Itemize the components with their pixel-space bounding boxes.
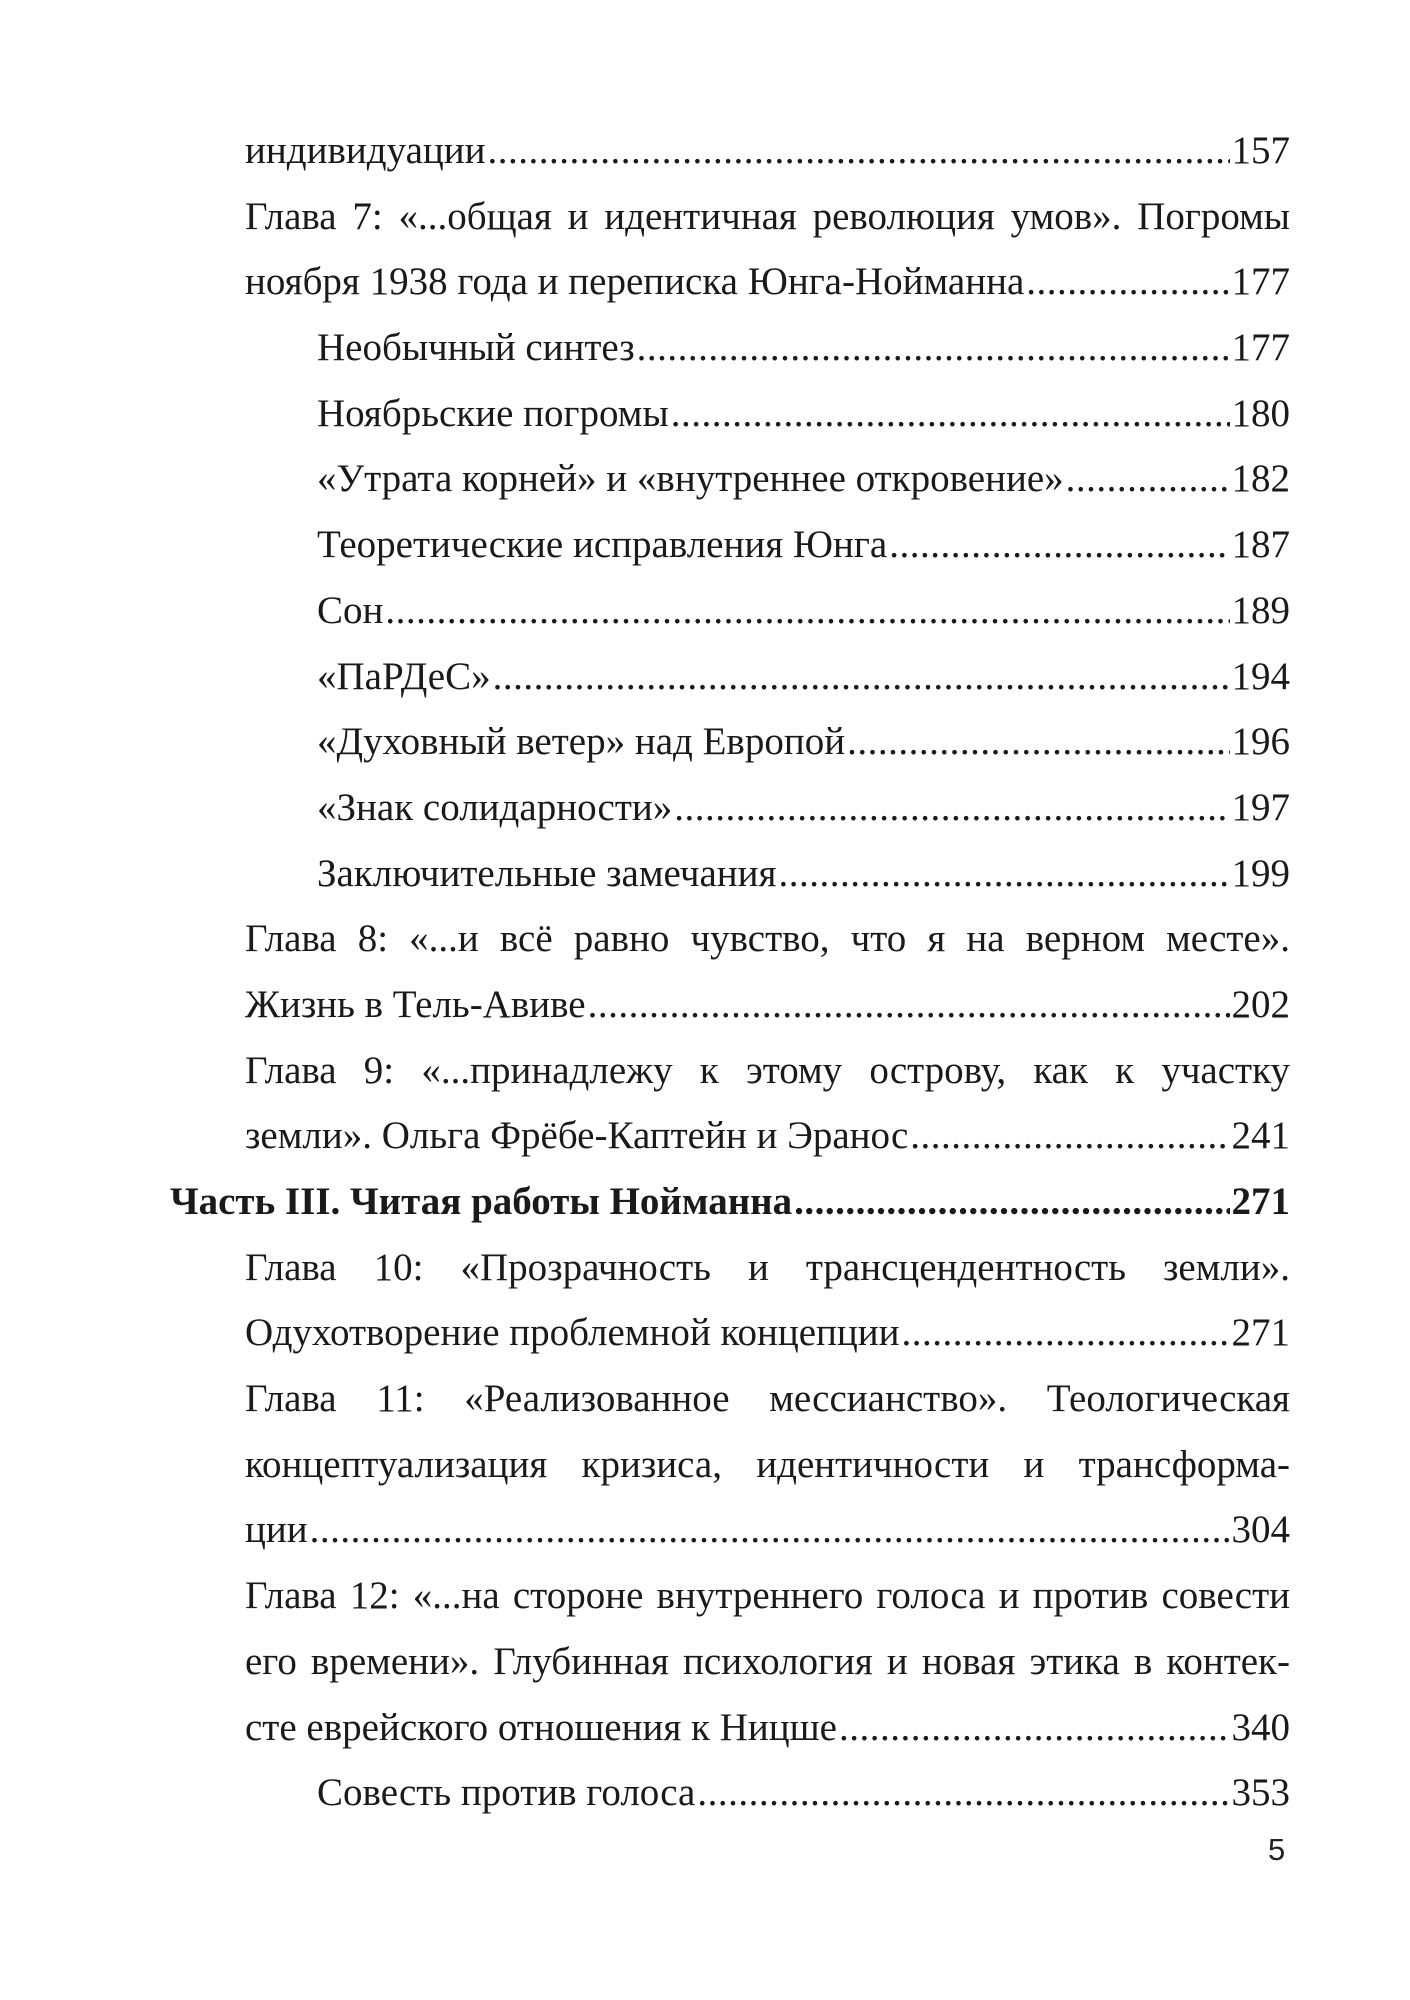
dot-leader: [778, 841, 1229, 907]
toc-entry-page: 187: [1231, 523, 1290, 567]
dot-leader: [637, 315, 1230, 381]
toc-entry-title: Необычный синтез: [317, 326, 635, 370]
toc-entry-title: Глава 10: «Прозрачность и трансцендентность земли».: [245, 1245, 1290, 1289]
toc-entry-title: Жизнь в Тель-Авиве: [245, 982, 586, 1026]
dot-leader: [697, 1760, 1229, 1826]
toc-subentry[interactable]: [170, 315, 1290, 381]
toc-subentry[interactable]: [170, 775, 1290, 841]
toc-entry-page: 241: [1231, 1114, 1290, 1158]
toc-entry-title: Совесть против голоса: [317, 1771, 696, 1815]
toc-entry-title: «Утрата корней» и «внутреннее откровение»: [317, 457, 1064, 501]
toc-entry-title: Глава 9: «...принадлежу к этому острову, как к участку: [245, 1048, 1290, 1092]
dot-leader: [493, 644, 1230, 710]
toc-entry-ch10-line2[interactable]: [170, 1300, 1290, 1366]
toc-entry-page: 177: [1231, 326, 1290, 370]
toc-entry-title: Заключительные замечания: [317, 851, 777, 895]
dot-leader: [1066, 446, 1230, 512]
dot-leader: [1026, 249, 1229, 315]
toc-entry-ch9-line2[interactable]: [170, 1103, 1290, 1169]
table-of-contents: [170, 118, 1290, 1826]
toc-entry-ch8-line1[interactable]: [170, 906, 1290, 972]
toc-entry-page: 194: [1231, 654, 1290, 698]
toc-entry-ch6-end[interactable]: [170, 118, 1290, 184]
toc-entry-page: 199: [1231, 851, 1290, 895]
toc-subentry[interactable]: [170, 446, 1290, 512]
dot-leader: [671, 381, 1230, 447]
toc-entry-page: 202: [1231, 982, 1290, 1026]
toc-entry-page: 340: [1231, 1705, 1290, 1749]
toc-entry-title: «ПаРДеС»: [317, 654, 491, 698]
toc-entry-page: 304: [1231, 1508, 1290, 1552]
toc-entry-ch10-line1[interactable]: [170, 1235, 1290, 1301]
toc-entry-page: 177: [1231, 260, 1290, 304]
dot-leader: [588, 972, 1230, 1038]
toc-entry-page: 197: [1231, 785, 1290, 829]
toc-subentry[interactable]: [170, 578, 1290, 644]
toc-entry-ch7-line1[interactable]: [170, 184, 1290, 250]
page-number: 5: [1268, 1832, 1286, 1867]
toc-entry-title: ции: [245, 1508, 308, 1552]
toc-entry-ch12-line2[interactable]: [170, 1629, 1290, 1695]
dot-leader: [310, 1497, 1230, 1563]
toc-entry-title: Теоретические исправления Юнга: [317, 523, 888, 567]
toc-entry-page: 353: [1231, 1771, 1290, 1815]
toc-entry-ch12-line3[interactable]: [170, 1695, 1290, 1761]
toc-entry-title: земли». Ольга Фрёбе-Каптейн и Эранос: [245, 1114, 909, 1158]
toc-subentry[interactable]: [170, 381, 1290, 447]
toc-entry-title: Часть III. Читая работы Нойманна: [170, 1180, 793, 1223]
toc-entry-title: Глава 7: «...общая и идентичная революция умов». Погромы: [245, 194, 1290, 238]
toc-entry-title: его времени». Глубинная психология и новая этика в контек-: [245, 1639, 1290, 1683]
toc-entry-page: 180: [1231, 391, 1290, 435]
dot-leader: [674, 775, 1229, 841]
toc-entry-title: Одухотворение проблемной концепции: [245, 1311, 900, 1355]
toc-entry-page: 189: [1231, 588, 1290, 632]
toc-entry-title: Глава 12: «...на стороне внутреннего голоса и против совести: [245, 1574, 1290, 1618]
dot-leader: [889, 512, 1229, 578]
dot-leader: [902, 1300, 1230, 1366]
toc-entry-title: сте еврейского отношения к Ницше: [245, 1705, 837, 1749]
toc-entry-ch11-line2[interactable]: [170, 1432, 1290, 1498]
dot-leader: [839, 1695, 1230, 1761]
toc-entry-title: Ноябрьские погромы: [317, 391, 669, 435]
toc-entry-ch12-line1[interactable]: [170, 1563, 1290, 1629]
toc-entry-title: концептуализация кризиса, идентичности и трансформа-: [245, 1442, 1290, 1486]
toc-subentry[interactable]: [170, 644, 1290, 710]
toc-entry-title: Глава 11: «Реализованное мессианство». Теологическая: [245, 1377, 1290, 1421]
toc-entry-page: 157: [1231, 129, 1290, 172]
toc-entry-title: индивидуации: [245, 129, 486, 172]
toc-entry-title: Глава 8: «...и всё равно чувство, что я на верном месте».: [245, 917, 1290, 961]
toc-entry-page: 271: [1231, 1180, 1290, 1223]
dot-leader: [385, 578, 1229, 644]
dot-leader: [794, 1169, 1229, 1235]
toc-entry-title: ноября 1938 года и переписка Юнга-Нойманна: [245, 260, 1025, 304]
toc-entry-page: 271: [1231, 1311, 1290, 1355]
toc-entry-title: «Знак солидарности»: [317, 785, 673, 829]
toc-entry-ch8-line2[interactable]: [170, 972, 1290, 1038]
toc-part-heading[interactable]: [170, 1169, 1290, 1235]
toc-subentry[interactable]: [170, 512, 1290, 578]
toc-subentry[interactable]: [170, 841, 1290, 907]
toc-entry-ch11-line1[interactable]: [170, 1366, 1290, 1432]
toc-entry-ch9-line1[interactable]: [170, 1038, 1290, 1104]
toc-entry-ch11-line3[interactable]: [170, 1497, 1290, 1563]
toc-entry-title: «Духовный ветер» над Европой: [317, 720, 846, 764]
toc-entry-page: 182: [1231, 457, 1290, 501]
toc-entry-ch7-line2[interactable]: [170, 249, 1290, 315]
dot-leader: [910, 1103, 1229, 1169]
toc-entry-page: 196: [1231, 720, 1290, 764]
toc-subentry[interactable]: [170, 709, 1290, 775]
toc-entry-title: Сон: [317, 588, 384, 632]
dot-leader: [847, 709, 1229, 775]
toc-subentry[interactable]: [170, 1760, 1290, 1826]
dot-leader: [488, 118, 1230, 184]
